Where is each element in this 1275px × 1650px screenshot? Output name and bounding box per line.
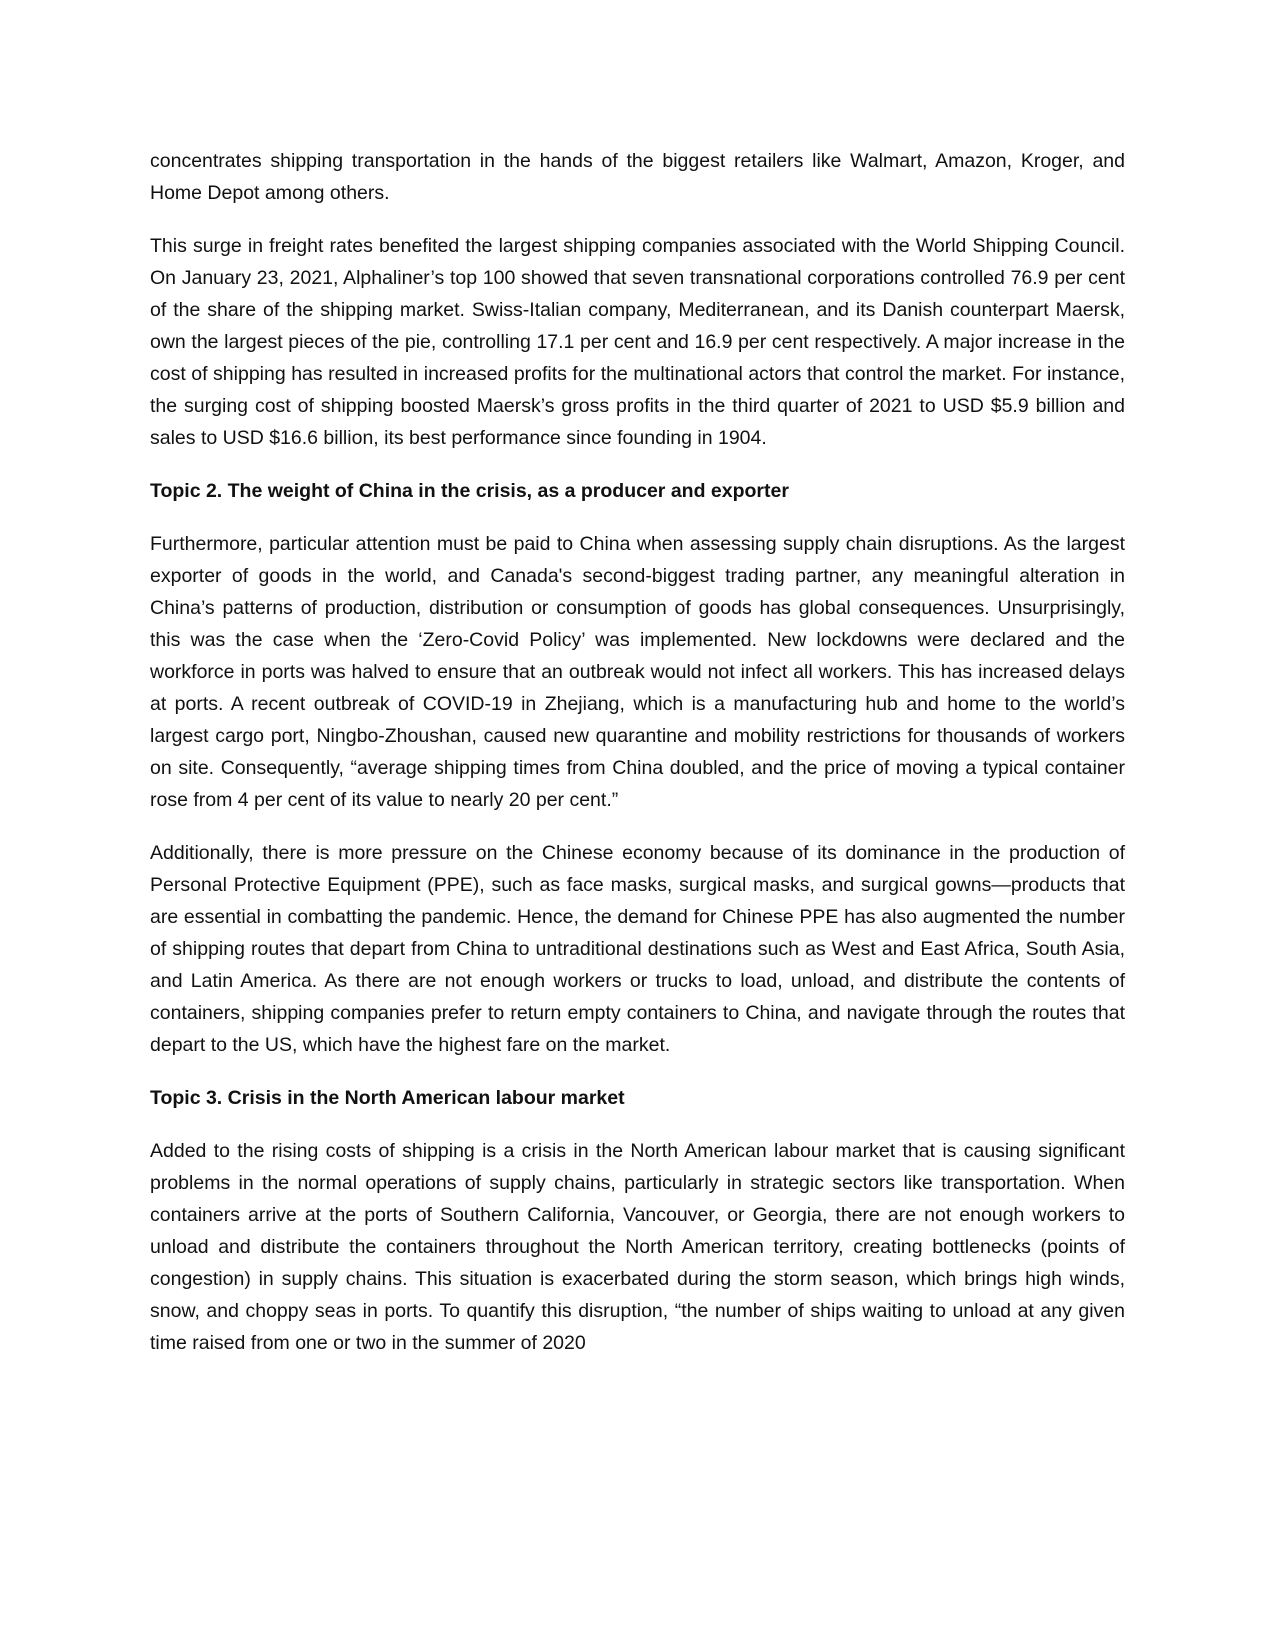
paragraph-labour-market: Added to the rising costs of shipping is a crisis in the North American labour market that is causing significant problems in the normal operations of supply chains, particularly in strategic sectors like transportation. When containers arrive at the ports of Southern California, Vancouver, or Georgia, there are not enough workers to unload and distribute the containers throughout the North American territory, creating bottlenecks (points of congestion) in supply chains. This situation is exacerbated during the storm season, which brings high winds, snow, and choppy seas in ports. To quantify this disruption, “the number of ships waiting to unload at any given time raised from one or two in the summer of 2020 (150, 1140, 1125, 1354)
paragraph-retailers: concentrates shipping transportation in the hands of the biggest retailers like Walmart, Amazon, Kroger, and Home Depot among others. (150, 150, 1125, 204)
paragraph-china-disruptions: Furthermore, particular attention must be paid to China when assessing supply chain disruptions. As the largest exporter of goods in the world, and Canada's second-biggest trading partner, any meaningful alteration in China’s patterns of production, distribution or consumption of goods has global consequences. Unsurprisingly, this was the case when the ‘Zero-Covid Policy’ was implemented. New lockdowns were declared and the workforce in ports was halved to ensure that an outbreak would not infect all workers. This has increased delays at ports. A recent outbreak of COVID-19 in Zhejiang, which is a manufacturing hub and home to the world’s largest cargo port, Ningbo-Zhoushan, caused new quarantine and mobility restrictions for thousands of workers on site. Consequently, “average shipping times from China doubled, and the price of moving a typical container rose from 4 per cent of its value to nearly 20 per cent.” (150, 533, 1125, 811)
paragraph-freight-rates: This surge in freight rates benefited the largest shipping companies associated with the World Shipping Council. On January 23, 2021, Alphaliner’s top 100 showed that seven transnational corporations controlled 76.9 per cent of the share of the shipping market. Swiss-Italian company, Mediterranean, and its Danish counterpart Maersk, own the largest pieces of the pie, controlling 17.1 per cent and 16.9 per cent respectively. A major increase in the cost of shipping has resulted in increased profits for the multinational actors that control the market. For instance, the surging cost of shipping boosted Maersk’s gross profits in the third quarter of 2021 to USD $5.9 billion and sales to USD $16.6 billion, its best performance since founding in 1904. (150, 235, 1125, 449)
paragraph-ppe-pressure: Additionally, there is more pressure on the Chinese economy because of its dominance in the production of Personal Protective Equipment (PPE), such as face masks, surgical masks, and surgical gowns—products that are essential in combatting the pandemic. Hence, the demand for Chinese PPE has also augmented the number of shipping routes that depart from China to untraditional destinations such as West and East Africa, South Asia, and Latin America. As there are not enough workers or trucks to load, unload, and distribute the contents of containers, shipping companies prefer to return empty containers to China, and navigate through the routes that depart to the US, which have the highest fare on the market. (150, 842, 1125, 1056)
document-page (150, 145, 1125, 1380)
heading-topic-3: Topic 3. Crisis in the North American labour market (150, 1087, 625, 1109)
heading-topic-2: Topic 2. The weight of China in the crisis, as a producer and exporter (150, 480, 789, 502)
